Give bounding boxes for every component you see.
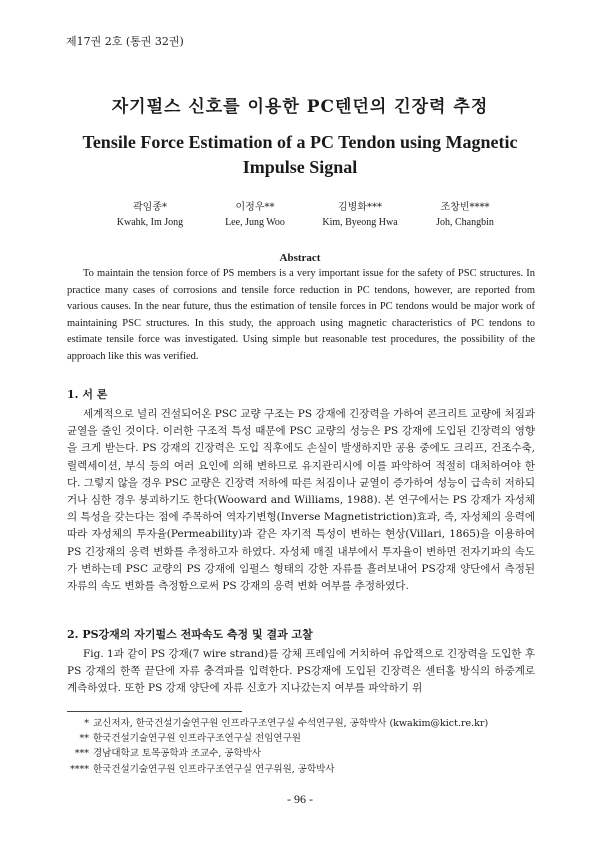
author-korean-name: 김병화*** bbox=[338, 202, 382, 213]
author-english-name: Joh, Changbin bbox=[436, 217, 494, 228]
footnote-text: 경남대학교 토목공학과 조교수, 공학박사 bbox=[93, 748, 262, 760]
author-2 bbox=[200, 200, 310, 230]
english-title: Tensile Force Estimation of a PC Tendon using Magnetic Impulse Signal bbox=[82, 132, 518, 177]
section-1-body bbox=[67, 406, 535, 595]
footnote-mark: *** bbox=[74, 748, 89, 760]
author-english-name: Kim, Byeong Hwa bbox=[322, 217, 398, 228]
footnote-mark: **** bbox=[70, 763, 89, 775]
footnote-item bbox=[67, 716, 547, 731]
footnote-item bbox=[67, 762, 547, 777]
section-2-body bbox=[67, 646, 535, 698]
author-korean-name: 조창빈**** bbox=[440, 202, 490, 213]
journal-volume-header: 제17권 2호 (통권 32권) bbox=[66, 35, 184, 48]
abstract-body bbox=[67, 266, 535, 366]
author-1 bbox=[95, 200, 205, 230]
section-2-text: Fig. 1과 같이 PS 강재(7 wire strand)를 강체 프레임에 거치하여 유압잭으로 긴장력을 도입한 후 PS 강재의 한쪽 끝단에 자류 충격파를 입력한다. PS강재에 도입된 긴장력은 센터홀 방식의 하중계로 계측하였다. 또한 PS 강재 양단에 자류 신호가 지나갔는지 여부를 파악하기 위 bbox=[67, 648, 535, 695]
footnote-text: 한국건설기술연구원 인프라구조연구실 전임연구원 bbox=[93, 733, 301, 745]
author-4 bbox=[410, 200, 520, 230]
footnotes bbox=[67, 716, 547, 777]
page-number: - 96 - bbox=[287, 792, 313, 806]
footnote-text: 교신저자, 한국건설기술연구원 인프라구조연구실 수석연구원, 공학박사 (kwakim@kict.re.kr) bbox=[93, 718, 489, 729]
author-korean-name: 곽임종* bbox=[133, 202, 167, 213]
korean-title: 자기펄스 신호를 이용한 PC텐던의 긴장력 추정 bbox=[111, 97, 489, 117]
section-1-heading: 1. 서 론 bbox=[67, 388, 108, 401]
abstract-heading: Abstract bbox=[279, 252, 321, 264]
abstract-text: To maintain the tension force of PS members is a very important issue for the safety of PSC structures. In practice many cases of corrosions and tensile force reduction in PC tendons, however, are reported from various causes. In the near future, thus the estimation of tensile forces in PC tendons would be major work of maintaining PSC structures. In this study, the approach using magnetic characteristics of PC tendons to estimate tensile force was investigated. Using simple but reasonable test procedures, the possibility of the approach like this was verified. bbox=[67, 268, 535, 362]
author-english-name: Lee, Jung Woo bbox=[225, 217, 285, 228]
section-2-heading: 2. PS강재의 자기펄스 전파속도 측정 및 결과 고찰 bbox=[67, 628, 313, 641]
author-english-name: Kwahk, Im Jong bbox=[116, 217, 184, 228]
author-korean-name: 이정우** bbox=[235, 202, 275, 213]
section-1-text: 세계적으로 널리 건설되어온 PSC 교량 구조는 PS 강재에 긴장력을 가하여 콘크리트 교량에 처짐과 균열을 줄인 것이다. 이러한 구조적 특성 때문에 PSC 교량의 성능은 PS 강재에 도입된 긴장력의 영향을 크게 받는다. PS 강재의 긴장력은 도입 직후에도 손실이 발생하지만 공용 중에도 크리프, 건조수축, 릴렉세이션, 부식 등의 여러 요인에 의해 변하므로 유지관리시에 이를 파악하여 적절히 대처하여야 한다. 그렇지 않을 경우 PSC 교량은 긴장력 저하에 따른 처짐이나 균열이 증가하여 성능이 급속히 저하되거나 심한 경우 붕괴하기도 한다(Wooward and Williams, 1988). 본 연구에서는 PS 강재가 자성체의 특성을 갖는다는 점에 주목하여 역자기변형(Inverse Magnetistriction)효과, 즉, 자성체의 응력에 따라 자성체의 투자율(Permeability)과 같은 자기적 특성이 변하는 현상(Villari, 1865)을 이용하여 PS 긴장재의 응력 변화를 추정하고자 하였다. 자성체 매질 내부에서 투자율이 변하면 전자기파의 속도가 변하는데 PSC 교량의 PS 강재에 임펄스 형태의 강한 자류를 흘려보내어 PS강재 양단에서 측정된 자류의 속도 변화를 측정함으로써 PS 강재의 응력 변화 여부를 추정하였다. bbox=[67, 408, 535, 593]
footnote-item bbox=[67, 746, 547, 761]
footnote-divider bbox=[67, 711, 242, 712]
footnote-text: 한국건설기술연구원 인프라구조연구실 연구위원, 공학박사 bbox=[93, 763, 335, 775]
author-3 bbox=[305, 200, 415, 230]
footnote-mark: * bbox=[84, 718, 89, 729]
footnote-item bbox=[67, 731, 547, 746]
footnote-mark: ** bbox=[79, 733, 89, 745]
